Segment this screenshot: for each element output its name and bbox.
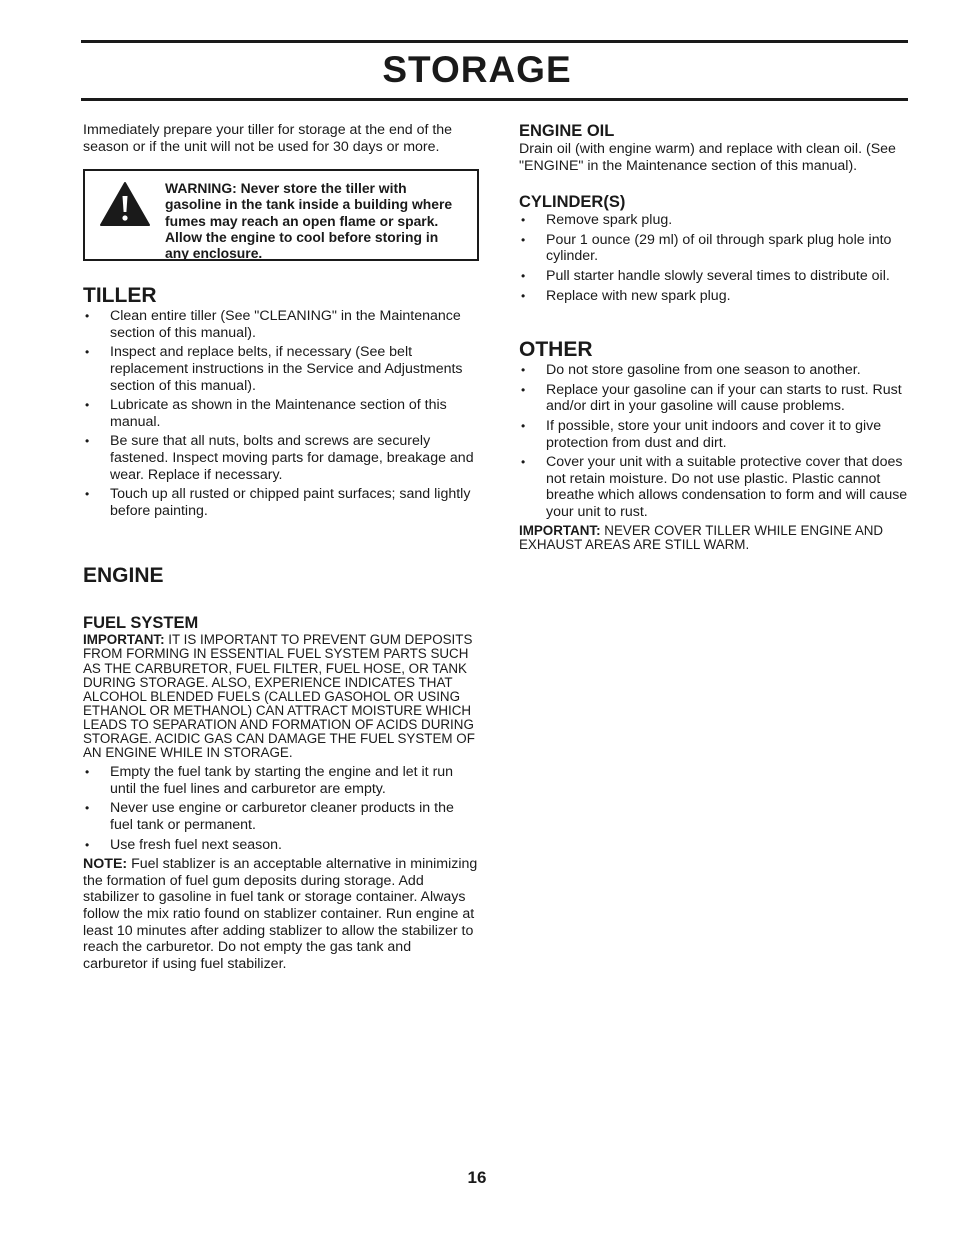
other-list <box>519 362 911 520</box>
list-item: • Replace your gasoline can if your can starts to rust. Rust and/or dirt in your gasoline will cause problems. <box>519 382 911 415</box>
list-item: • Remove spark plug. <box>519 212 911 229</box>
title-rule-bottom <box>81 98 908 101</box>
left-column <box>83 122 479 972</box>
fuel-important-paragraph <box>83 633 479 760</box>
warning-triangle-icon <box>99 181 151 227</box>
other-heading: OTHER <box>519 338 593 362</box>
engine-oil-heading: ENGINE OIL <box>519 122 615 140</box>
list-item: • Cover your unit with a suitable protective cover that does not retain moisture. Do not use plastic. Plastic cannot breathe which allows condensation to form and will cause your unit to rust. <box>519 454 911 520</box>
list-item: • Pour 1 ounce (29 ml) of oil through spark plug hole into cylinder. <box>519 232 911 265</box>
list-item: • Clean entire tiller (See "CLEANING" in the Maintenance section of this manual). <box>83 308 479 341</box>
page-number: 16 <box>467 1168 487 1187</box>
important-label: IMPORTANT: <box>519 522 601 538</box>
list-item: • Use fresh fuel next season. <box>83 837 479 854</box>
tiller-heading: TILLER <box>83 284 157 308</box>
fuel-system-heading: FUEL SYSTEM <box>83 614 199 633</box>
important-label: IMPORTANT: <box>83 632 165 648</box>
list-item: • Be sure that all nuts, bolts and screws are securely fastened. Inspect moving parts for damage, breakage and wear. Replace if necessary. <box>83 433 479 483</box>
important-text: IT IS IMPORTANT TO PREVENT GUM DEPOSITS FROM FORMING IN ESSENTIAL FUEL SYSTEM PARTS SUCH AS THE CARBURETOR, FUEL FILTER, FUEL HOSE, OR TANK DURING STORAGE. ALSO, EXPERIENCE INDICATES THAT ALCOHOL BLENDED FUELS (CALLED GASOHOL OR USING ETHANOL OR METHANOL) CAN ATTRACT MOISTURE WHICH LEADS TO SEPARATION AND FORMATION OF ACIDS DURING STORAGE. ACIDIC GAS CAN DAMAGE THE FUEL SYSTEM OF AN ENGINE WHILE IN STORAGE. <box>83 632 475 761</box>
list-item: • Inspect and replace belts, if necessary (See belt replacement instructions in the Service and Adjustments section of this manual). <box>83 344 479 394</box>
list-item: • Never use engine or carburetor cleaner products in the fuel tank or permanent. <box>83 800 479 833</box>
list-item: • Touch up all rusted or chipped paint surfaces; sand lightly before painting. <box>83 486 479 519</box>
list-item: • Empty the fuel tank by starting the engine and let it run until the fuel lines and carburetor are empty. <box>83 764 479 797</box>
engine-oil-text: Drain oil (with engine warm) and replace with clean oil. (See "ENGINE" in the Maintenance section of this manual). <box>519 141 896 174</box>
other-important-paragraph <box>519 524 911 552</box>
note-paragraph <box>83 856 479 972</box>
intro-text: Immediately prepare your tiller for storage at the end of the season or if the unit will not be used for 30 days or more. <box>83 122 453 155</box>
engine-heading: ENGINE <box>83 564 164 588</box>
important-text: NEVER COVER TILLER WHILE ENGINE AND EXHAUST AREAS ARE STILL WARM. <box>519 522 884 552</box>
title-rule-top <box>81 40 908 43</box>
right-column <box>519 122 911 552</box>
list-item: • Replace with new spark plug. <box>519 288 911 305</box>
list-item: • Do not store gasoline from one season to another. <box>519 362 911 379</box>
cylinders-heading: CYLINDER(S) <box>519 193 626 212</box>
page-title: STORAGE <box>382 49 572 90</box>
list-item: • Lubricate as shown in the Maintenance section of this manual. <box>83 397 479 430</box>
cylinders-list <box>519 212 911 304</box>
warning-text: WARNING: Never store the tiller with gasoline in the tank inside a building where fumes may reach an open flame or spark. Allow the engine to cool before storing in any enclosure. <box>165 180 453 261</box>
fuel-system-list <box>83 764 479 853</box>
note-label: NOTE: <box>83 856 128 873</box>
warning-box <box>83 169 479 261</box>
tiller-list <box>83 308 479 519</box>
list-item: • If possible, store your unit indoors and cover it to give protection from dust and dirt. <box>519 418 911 451</box>
list-item: • Pull starter handle slowly several times to distribute oil. <box>519 268 911 285</box>
note-text: Fuel stablizer is an acceptable alternative in minimizing the formation of fuel gum deposits during storage. Add stabilizer to gasoline in fuel tank or storage container. Always follow the mix ratio found on stablizer container. Run engine at least 10 minutes after adding stablizer to allow the stabilizer to reach the carburetor. Do not empty the gas tank and carburetor if using fuel stabilizer. <box>83 856 478 972</box>
